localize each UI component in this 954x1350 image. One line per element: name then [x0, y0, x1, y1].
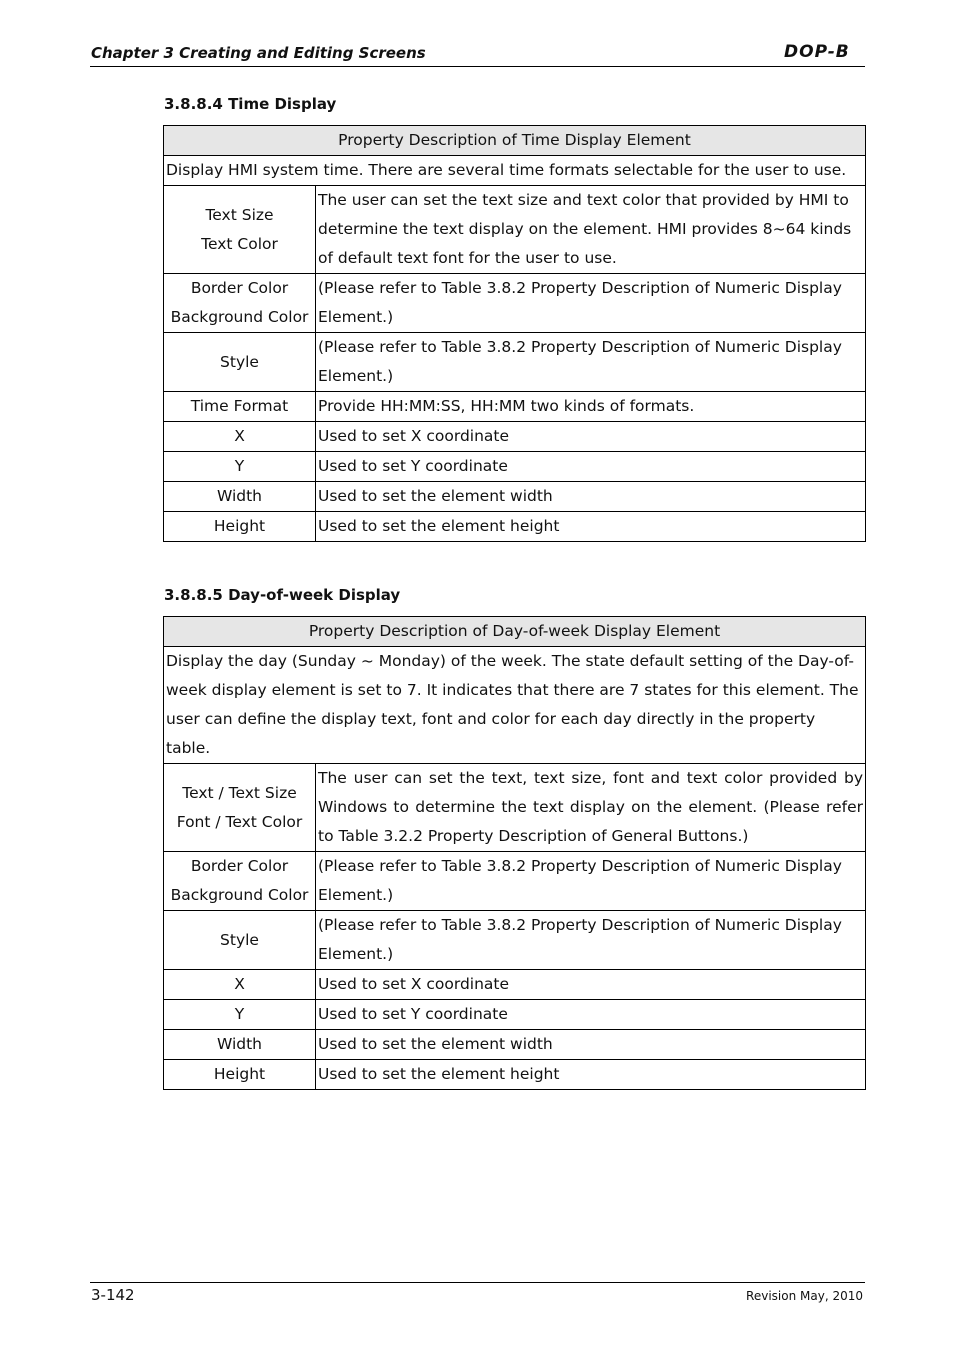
- property-name: Time Format: [164, 392, 316, 422]
- property-description: (Please refer to Table 3.8.2 Property Description of Numeric Display Element.): [316, 852, 866, 911]
- table-row: [164, 452, 866, 482]
- table-row: [164, 911, 866, 970]
- property-description: Used to set the element width: [316, 482, 866, 512]
- property-description: (Please refer to Table 3.8.2 Property Description of Numeric Display Element.): [316, 911, 866, 970]
- property-name-line: Background Color: [170, 308, 309, 326]
- footer-divider: [90, 1282, 865, 1283]
- property-name: [164, 852, 316, 911]
- property-name: [164, 186, 316, 274]
- property-description: Used to set the element height: [316, 512, 866, 542]
- property-name: [164, 274, 316, 333]
- property-description: The user can set the text size and text color that provided by HMI to determine the text display on the element. HMI provides 8~64 kinds of default text font for the user to use.: [316, 186, 866, 274]
- property-name: X: [164, 422, 316, 452]
- section-heading-day-of-week-display: 3.8.8.5 Day-of-week Display: [164, 586, 401, 604]
- page-number: 3-142: [91, 1286, 135, 1304]
- property-name-line: Background Color: [170, 886, 309, 904]
- property-name-line: Text Size: [205, 205, 274, 224]
- table-title-row: [164, 617, 866, 647]
- time-display-property-table: [163, 125, 866, 542]
- table-row: [164, 1000, 866, 1030]
- table-row: [164, 970, 866, 1000]
- table-row: [164, 512, 866, 542]
- property-name-line: Border Color: [190, 857, 289, 875]
- property-description: (Please refer to Table 3.8.2 Property Description of Numeric Display Element.): [316, 274, 866, 333]
- section-heading-time-display: 3.8.8.4 Time Display: [164, 95, 337, 113]
- table-row: [164, 764, 866, 852]
- table-row: [164, 392, 866, 422]
- property-description: Used to set Y coordinate: [316, 452, 866, 482]
- table-summary: Display the day (Sunday ~ Monday) of the week. The state default setting of the Day-of-week display element is set to 7. It indicates that there are 7 states for this element. The user can define the display text, font and color for each day directly in the property table.: [164, 647, 866, 764]
- property-name-line: Text Color: [201, 234, 278, 253]
- property-description: Used to set Y coordinate: [316, 1000, 866, 1030]
- day-of-week-property-table: [163, 616, 866, 1090]
- table-row: [164, 422, 866, 452]
- property-name: Style: [164, 911, 316, 970]
- property-description: Provide HH:MM:SS, HH:MM two kinds of formats.: [316, 392, 866, 422]
- property-name: Width: [164, 482, 316, 512]
- property-description: Used to set X coordinate: [316, 422, 866, 452]
- table-summary: Display HMI system time. There are several time formats selectable for the user to use.: [164, 156, 866, 186]
- property-name: X: [164, 970, 316, 1000]
- table-row: [164, 1030, 866, 1060]
- property-name: Style: [164, 333, 316, 392]
- table-title: Property Description of Day-of-week Display Element: [164, 617, 866, 647]
- table-summary-row: [164, 647, 866, 764]
- chapter-title: Chapter 3 Creating and Editing Screens: [91, 44, 426, 62]
- table-row: [164, 333, 866, 392]
- property-description: Used to set the element height: [316, 1060, 866, 1090]
- property-name: Height: [164, 512, 316, 542]
- property-name: Y: [164, 1000, 316, 1030]
- table-row: [164, 186, 866, 274]
- header-divider: [90, 66, 865, 67]
- table-summary-row: [164, 156, 866, 186]
- property-name: Height: [164, 1060, 316, 1090]
- property-name-line: Border Color: [190, 279, 289, 297]
- property-name: Y: [164, 452, 316, 482]
- table-row: [164, 274, 866, 333]
- property-name-line: Font / Text Color: [176, 812, 303, 831]
- property-name: Width: [164, 1030, 316, 1060]
- property-description: The user can set the text, text size, font and text color provided by Windows to determine the text display on the element. (Please refer to Table 3.2.2 Property Description of General Buttons.): [316, 764, 866, 852]
- revision-date: Revision May, 2010: [746, 1289, 863, 1303]
- table-title-row: [164, 126, 866, 156]
- table-row: [164, 1060, 866, 1090]
- property-description: Used to set the element width: [316, 1030, 866, 1060]
- property-description: (Please refer to Table 3.8.2 Property Description of Numeric Display Element.): [316, 333, 866, 392]
- table-row: [164, 852, 866, 911]
- table-row: [164, 482, 866, 512]
- table-title: Property Description of Time Display Element: [164, 126, 866, 156]
- property-description: Used to set X coordinate: [316, 970, 866, 1000]
- property-name-line: Text / Text Size: [182, 783, 297, 802]
- property-name: [164, 764, 316, 852]
- product-logo: DOP-B: [784, 42, 850, 62]
